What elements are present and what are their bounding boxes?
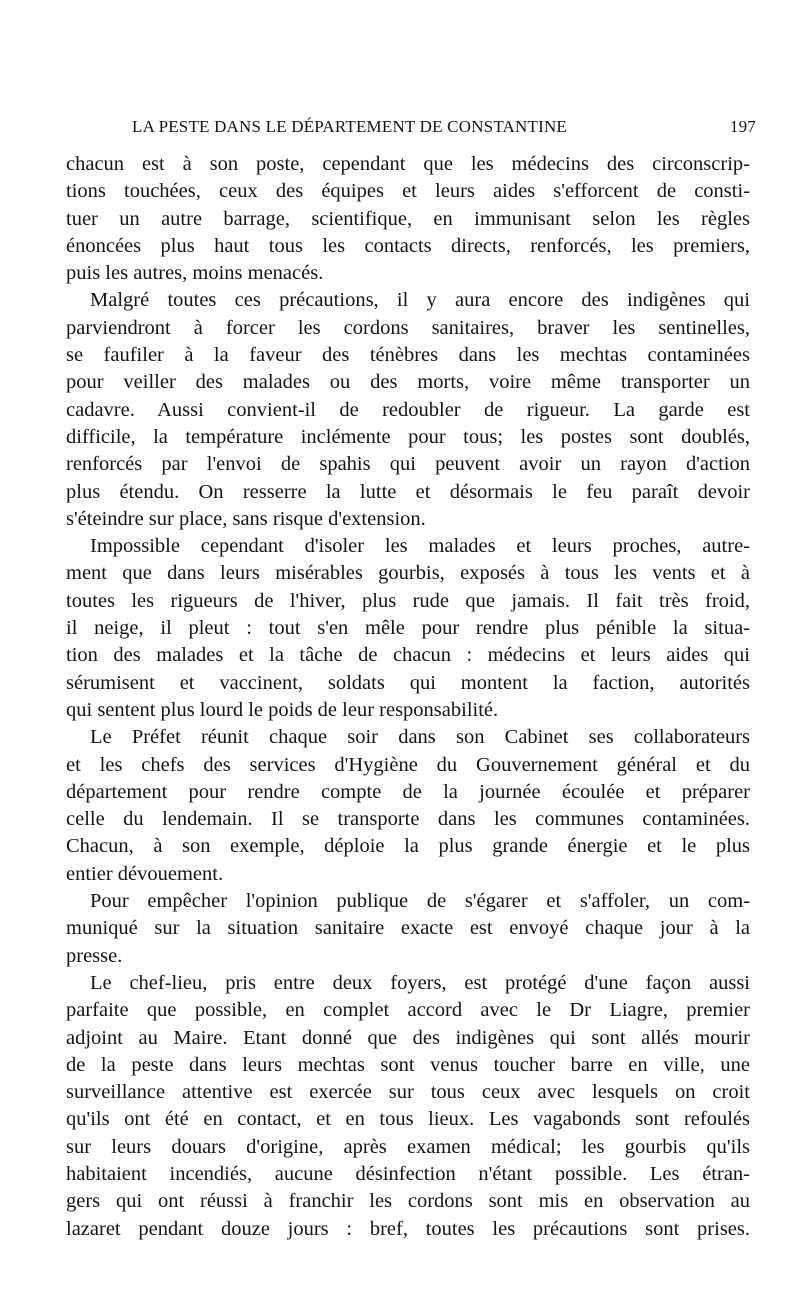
- text-line: il neige, il pleut : tout s'en mêle pour rendre plus pénible la situa-: [66, 617, 750, 640]
- paragraph-3: [66, 533, 750, 724]
- text-line: habitaient incendiés, aucune désinfection n'étant possible. Les étran-: [66, 1162, 750, 1185]
- text-line: adjoint au Maire. Etant donné que des indigènes qui sont allés mourir: [66, 1026, 750, 1049]
- text-line: Le chef-lieu, pris entre deux foyers, est protégé d'une façon aussi: [90, 971, 750, 994]
- text-line: qui sentent plus lourd le poids de leur responsabilité.: [66, 698, 499, 721]
- running-head: [66, 117, 756, 139]
- text-line: puis les autres, moins menacés.: [66, 262, 324, 285]
- text-line: Pour empêcher l'opinion publique de s'égarer et s'affoler, un com-: [90, 890, 750, 913]
- text-line: Le Préfet réunit chaque soir dans son Cabinet ses collaborateurs: [90, 726, 750, 749]
- paragraph-4: [66, 724, 750, 888]
- text-line: Malgré toutes ces précautions, il y aura encore des indigènes qui: [90, 289, 750, 312]
- text-line: Impossible cependant d'isoler les malades et leurs proches, autre-: [90, 535, 750, 558]
- paragraph-5: [66, 888, 750, 970]
- text-line: parviendront à forcer les cordons sanitaires, braver les sentinelles,: [66, 316, 750, 339]
- text-line: cadavre. Aussi convient-il de redoubler de rigueur. La garde est: [66, 398, 750, 421]
- text-line: toutes les rigueurs de l'hiver, plus rude que jamais. Il fait très froid,: [66, 589, 750, 612]
- text-line: tion des malades et la tâche de chacun : médecins et leurs aides qui: [66, 644, 750, 667]
- paragraph-6: [66, 970, 750, 1243]
- text-line: celle du lendemain. Il se transporte dans les communes contaminées.: [66, 808, 750, 831]
- text-line: sérumisent et vaccinent, soldats qui montent la faction, autorités: [66, 671, 750, 694]
- body-text: [66, 151, 750, 1243]
- running-title: LA PESTE DANS LE DÉPARTEMENT DE CONSTANTINE: [132, 117, 568, 136]
- text-line: difficile, la température inclémente pour tous; les postes sont doublés,: [66, 425, 750, 448]
- text-line: sur leurs douars d'origine, après examen médical; les gourbis qu'ils: [66, 1135, 750, 1158]
- text-line: s'éteindre sur place, sans risque d'extension.: [66, 507, 426, 530]
- text-line: lazaret pendant douze jours : bref, toutes les précautions sont prises.: [66, 1217, 750, 1240]
- text-line: renforcés par l'envoi de spahis qui peuvent avoir un rayon d'action: [66, 453, 750, 476]
- text-line: et les chefs des services d'Hygiène du Gouvernement général et du: [66, 753, 750, 776]
- text-line: plus étendu. On resserre la lutte et désormais le feu paraît devoir: [66, 480, 750, 503]
- text-line: gers qui ont réussi à franchir les cordons sont mis en observation au: [66, 1190, 750, 1213]
- paragraph-1: [66, 151, 750, 287]
- text-line: chacun est à son poste, cependant que les médecins des circonscrip-: [66, 153, 750, 175]
- text-line: département pour rendre compte de la journée écoulée et préparer: [66, 780, 750, 803]
- text-line: parfaite que possible, en complet accord avec le Dr Liagre, premier: [66, 999, 750, 1022]
- text-line: se faufiler à la faveur des ténèbres dans les mechtas contaminées: [66, 344, 750, 367]
- text-line: presse.: [66, 944, 123, 967]
- text-line: pour veiller des malades ou des morts, voire même transporter un: [66, 371, 750, 394]
- paragraph-2: [66, 287, 750, 533]
- text-line: tuer un autre barrage, scientifique, en immunisant selon les règles: [66, 207, 750, 230]
- text-line: Chacun, à son exemple, déploie la plus grande énergie et le plus: [66, 835, 750, 858]
- text-line: tions touchées, ceux des équipes et leurs aides s'efforcent de consti-: [66, 180, 750, 203]
- text-line: énoncées plus haut tous les contacts directs, renforcés, les premiers,: [66, 234, 750, 257]
- text-line: ment que dans leurs misérables gourbis, exposés à tous les vents et à: [66, 562, 750, 585]
- page-number: 197: [729, 117, 756, 136]
- text-line: de la peste dans leurs mechtas sont venus toucher barre en ville, une: [66, 1053, 750, 1076]
- text-line: entier dévouement.: [66, 862, 224, 885]
- text-line: muniqué sur la situation sanitaire exacte est envoyé chaque jour à la: [66, 917, 750, 940]
- text-line: qu'ils ont été en contact, et en tous lieux. Les vagabonds sont refoulés: [66, 1108, 750, 1131]
- text-line: surveillance attentive est exercée sur tous ceux avec lesquels on croit: [66, 1081, 750, 1104]
